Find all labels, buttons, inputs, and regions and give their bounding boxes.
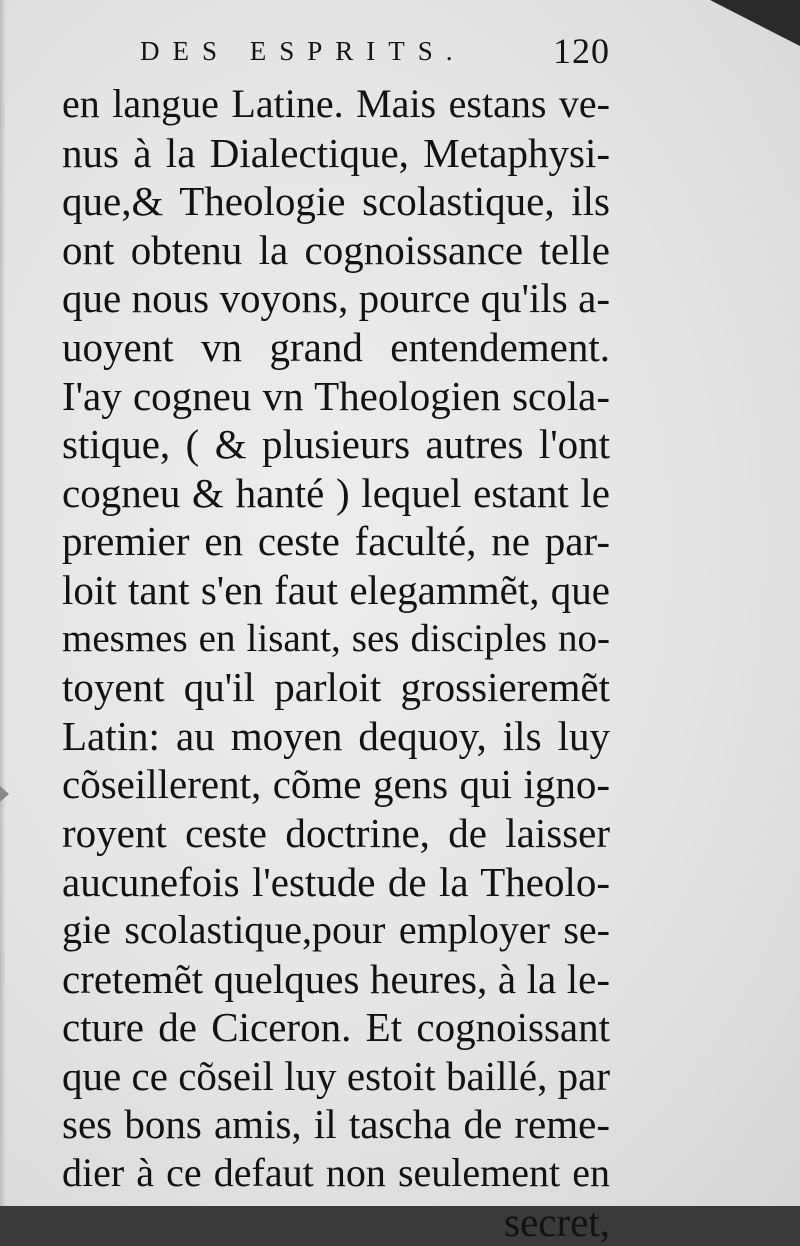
text-line: en langue Latine. Mais estans ve- (62, 81, 610, 126)
text-line: aucunefois l'estude de la Theolo- (62, 858, 610, 905)
text-line: que ce cõseil luy estoit baillé, par (62, 1052, 610, 1099)
text-line: cõseillerent, cõme gens qui igno- (62, 761, 610, 808)
page-corner (710, 0, 800, 46)
text-line: ont obtenu la cognoissance telle (62, 226, 610, 273)
page-number: 120 (553, 31, 610, 71)
page-header (140, 30, 610, 74)
text-line: Latin: au moyen dequoy, ils luy (62, 712, 610, 759)
text-line: dier à ce defaut non seulement en (62, 1150, 610, 1196)
text-line: que nous voyons, pource qu'ils a- (62, 275, 610, 322)
text-line: ses bons amis, il tascha de reme- (62, 1101, 610, 1148)
text-line: nus à la Dialectique, Metaphysi- (62, 129, 610, 176)
text-line: toyent qu'il parloit grossieremẽt (62, 664, 610, 711)
text-line: mesmes en lisant, ses disciples no- (62, 616, 610, 660)
text-line: gie scolastique,pour employer se- (62, 907, 610, 953)
text-line: uoyent vn grand entendement. (62, 323, 610, 370)
text-line: cretemẽt quelques heures, à la le- (62, 955, 610, 1002)
running-head: DES ESPRITS. (140, 36, 466, 66)
body-text (62, 80, 610, 1246)
text-line: que,& Theologie scolastique, ils (62, 178, 610, 225)
text-line: I'ay cogneu vn Theologien scola- (62, 372, 610, 419)
text-line: cture de Ciceron. Et cognoissant (62, 1004, 610, 1051)
text-line: cogneu & hanté ) lequel estant le (62, 469, 610, 516)
text-line: stique, ( & plusieurs autres l'ont (62, 421, 610, 468)
text-line: loit tant s'en faut elegammẽt, que (62, 566, 610, 613)
catchword: secret, (504, 1198, 610, 1245)
text-line: premier en ceste faculté, ne par- (62, 518, 610, 565)
margin-mark-icon (0, 786, 9, 802)
text-line: royent ceste doctrine, de laisser (62, 809, 610, 856)
page-gutter-shadow (0, 0, 6, 1206)
